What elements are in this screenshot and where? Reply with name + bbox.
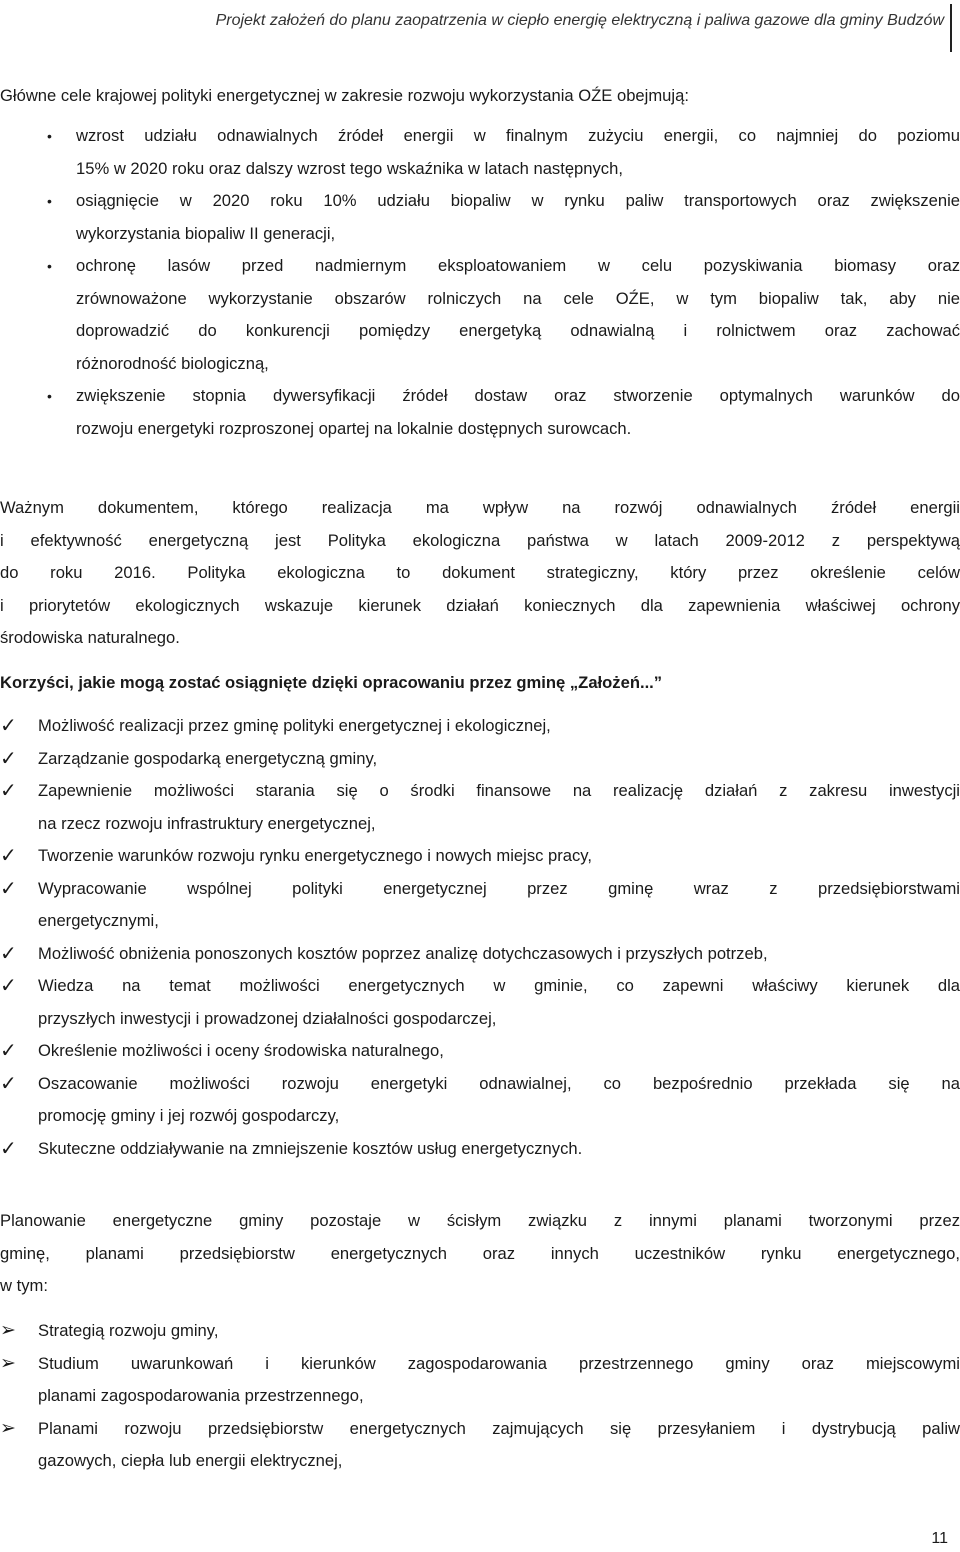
arrow-item xyxy=(0,1413,960,1478)
check-item xyxy=(0,1068,960,1133)
check-item xyxy=(0,938,960,971)
check-item-text: Możliwość obniżenia ponoszonych kosztów poprzez analizę dotychczasowych i przyszłych potrzeb, xyxy=(38,943,768,963)
paragraph-line: Ważnym dokumentem, którego realizacja ma wpływ na rozwój odnawialnych źródeł energii xyxy=(0,498,960,517)
arrow-marker-icon: ➢ xyxy=(0,1417,16,1439)
check-item-text: Tworzenie warunków rozwoju rynku energetycznego i nowych miejsc pracy, xyxy=(38,846,592,865)
arrow-item-text: Strategią rozwoju gminy, xyxy=(38,1321,219,1340)
check-marker-icon: ✓ xyxy=(0,942,17,965)
paragraph-line: gminę, planami przedsiębiorstw energetycznych oraz innych uczestników rynku energetycznego, xyxy=(0,1243,960,1263)
arrow-marker-icon: ➢ xyxy=(0,1320,16,1341)
check-item-text: Wypracowanie wspólnej polityki energetycznej przez gminę wraz z przedsiębiorstwami xyxy=(38,878,960,898)
bullet-item-text: wzrost udziału odnawialnych źródeł energii w finalnym zużyciu energii, co najmniej do poziomu xyxy=(76,126,960,145)
check-item-text: Zarządzanie gospodarką energetyczną gminy, xyxy=(38,748,378,768)
check-marker-icon: ✓ xyxy=(0,975,17,997)
running-header: Projekt założeń do planu zaopatrzenia w ciepło energię elektryczną i paliwa gazowe dla gminy Budzów xyxy=(215,12,944,29)
check-item xyxy=(0,743,960,776)
check-item-text: energetycznymi, xyxy=(38,911,159,930)
check-item-text: przyszłych inwestycji i prowadzonej działalności gospodarczej, xyxy=(38,1008,497,1028)
bullet-marker-icon: • xyxy=(47,193,52,209)
bullet-item-text: ochronę lasów przed nadmiernym eksploatowaniem w celu pozyskiwania biomasy oraz xyxy=(76,256,960,275)
check-item-text: Oszacowanie możliwości rozwoju energetyki odnawialnej, co bezpośrednio przekłada się na xyxy=(38,1073,960,1093)
bullet-marker-icon: • xyxy=(47,388,52,404)
check-item xyxy=(0,840,960,873)
check-marker-icon: ✓ xyxy=(0,1072,17,1095)
check-item-text: na rzecz rozwoju infrastruktury energetycznej, xyxy=(38,813,376,833)
check-item-text: Zapewnienie możliwości starania się o środki finansowe na realizację działań z zakresu inwestycji xyxy=(38,781,960,800)
bullet-item xyxy=(0,250,960,380)
check-marker-icon: ✓ xyxy=(0,715,17,737)
bullet-item xyxy=(0,380,960,445)
check-item xyxy=(0,1133,960,1166)
paragraph-line: w tym: xyxy=(0,1276,48,1295)
check-item-text: Skuteczne oddziaływanie na zmniejszenie kosztów usług energetycznych. xyxy=(38,1138,583,1158)
bullet-item-text: różnorodność biologiczną, xyxy=(76,353,269,373)
bullet-marker-icon: • xyxy=(47,258,52,274)
intro-text: Główne cele krajowej polityki energetycznej w zakresie rozwoju wykorzystania OŹE obejmują: xyxy=(0,86,689,105)
benefits-checklist xyxy=(0,710,960,1165)
bullet-item-text: wykorzystania biopaliw II generacji, xyxy=(76,223,336,243)
check-item xyxy=(0,710,960,743)
paragraph-line: środowiska naturalnego. xyxy=(0,628,180,647)
paragraph-planning xyxy=(0,1205,960,1303)
plans-list xyxy=(0,1315,960,1478)
bullet-item-text: zwiększenie stopnia dywersyfikacji źródeł dostaw oraz stworzenie optymalnych warunków do xyxy=(76,386,960,405)
arrow-item-text: planami zagospodarowania przestrzennego, xyxy=(38,1386,364,1405)
arrow-item xyxy=(0,1315,960,1348)
check-item-text: Określenie możliwości i oceny środowiska naturalnego, xyxy=(38,1041,444,1060)
check-marker-icon: ✓ xyxy=(0,747,17,770)
check-item xyxy=(0,970,960,1035)
check-marker-icon: ✓ xyxy=(0,845,17,867)
check-marker-icon: ✓ xyxy=(0,780,17,802)
check-item-text: promocję gminy i jej rozwój gospodarczy, xyxy=(38,1106,340,1125)
arrow-item-text: Studium uwarunkowań i kierunków zagospodarowania przestrzennego gminy oraz miejscowymi xyxy=(38,1353,960,1373)
bullet-list xyxy=(0,120,960,445)
arrow-item-text: Planami rozwoju przedsiębiorstw energetycznych zajmujących się przesyłaniem i dystrybucją paliw xyxy=(38,1418,960,1438)
bullet-item-text: osiągnięcie w 2020 roku 10% udziału biopaliw w rynku paliw transportowych oraz zwiększenie xyxy=(76,191,960,210)
bullet-item xyxy=(0,185,960,250)
bullet-item-text: zrównoważone wykorzystanie obszarów rolniczych na cele OŹE, w tym biopaliw tak, aby nie xyxy=(76,288,960,308)
check-marker-icon: ✓ xyxy=(0,1040,17,1062)
header-rule xyxy=(950,4,952,52)
check-item xyxy=(0,873,960,938)
paragraph-line: i efektywność energetyczną jest Polityka ekologiczna państwa w latach 2009-2012 z perspektywą xyxy=(0,530,960,550)
bullet-item-text: 15% w 2020 roku oraz dalszy wzrost tego wskaźnika w latach następnych, xyxy=(76,158,623,178)
arrow-item-text: gazowych, ciepła lub energii elektrycznej, xyxy=(38,1451,343,1470)
paragraph-line: i priorytetów ekologicznych wskazuje kierunek działań koniecznych dla zapewnienia właściwej ochrony xyxy=(0,595,960,615)
bullet-item xyxy=(0,120,960,185)
check-item-text: Możliwość realizacji przez gminę polityki energetycznej i ekologicznej, xyxy=(38,716,551,735)
check-marker-icon: ✓ xyxy=(0,877,17,900)
arrow-item xyxy=(0,1348,960,1413)
bullet-item-text: doprowadzić do konkurencji pomiędzy energetyką odnawialną i rolnictwem oraz zachować xyxy=(76,321,960,340)
paragraph-line: Planowanie energetyczne gminy pozostaje w ścisłym związku z innymi planami tworzonymi przez xyxy=(0,1211,960,1230)
arrow-marker-icon: ➢ xyxy=(0,1352,16,1374)
check-marker-icon: ✓ xyxy=(0,1137,17,1160)
page-number: 11 xyxy=(931,1530,948,1547)
check-item xyxy=(0,1035,960,1068)
paragraph-line: do roku 2016. Polityka ekologiczna to dokument strategiczny, który przez określenie celów xyxy=(0,563,960,582)
benefits-heading: Korzyści, jakie mogą zostać osiągnięte dzięki opracowaniu przez gminę „Założeń...” xyxy=(0,673,663,692)
bullet-marker-icon: • xyxy=(47,128,52,144)
bullet-item-text: rozwoju energetyki rozproszonej opartej na lokalnie dostępnych surowcach. xyxy=(76,418,632,438)
check-item xyxy=(0,775,960,840)
paragraph-policy xyxy=(0,492,960,655)
check-item-text: Wiedza na temat możliwości energetycznych w gminie, co zapewni właściwy kierunek dla xyxy=(38,976,960,995)
